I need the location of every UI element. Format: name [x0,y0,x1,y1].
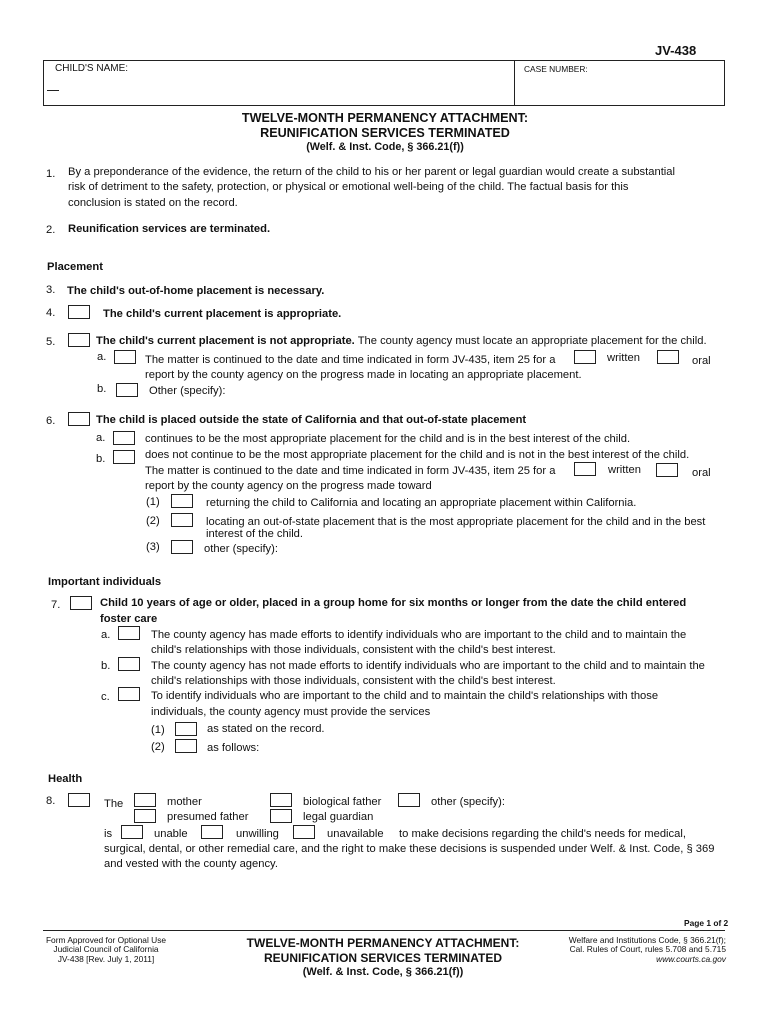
item-8-unable-label: unable [154,828,188,840]
item-6b3-checkbox[interactable] [171,540,193,554]
item-5-checkbox[interactable] [68,333,90,347]
header-divider [514,61,515,105]
item-7-line2: foster care [100,613,158,625]
item-7b-line1: The county agency has not made efforts to identify individuals who are important to the child and to maintain the [151,660,705,672]
case-number-field[interactable] [524,76,720,100]
case-number-label: CASE NUMBER: [524,64,588,74]
item-7c-line2: individuals, the county agency must provide the services [151,706,431,718]
footer-title-line2: REUNIFICATION SERVICES TERMINATED [263,951,502,965]
item-4-text: The child's current placement is appropriate. [103,308,342,320]
item-6-checkbox[interactable] [68,412,90,426]
item-5a-written-checkbox[interactable] [574,350,596,364]
item-6b-letter: b. [96,453,106,465]
name-dash [47,90,59,91]
item-6b1-checkbox[interactable] [171,494,193,508]
footer-left-line3: JV-438 [Rev. July 1, 2011] [57,954,155,964]
item-5a-written-label: written [607,352,640,364]
item-8-unavailable-label: unavailable [327,828,384,840]
item-5a-oral-checkbox[interactable] [657,350,679,364]
item-7a-line1: The county agency has made efforts to identify individuals who are important to the child and to maintain the [151,629,687,641]
item-6b2-number: (2) [146,515,160,527]
health-heading: Health [48,773,83,785]
form-title-line3: (Welf. & Inst. Code, § 366.21(f)) [306,141,464,153]
item-1-line3: conclusion is stated on the record. [68,197,238,209]
important-individuals-heading: Important individuals [48,576,162,588]
item-5a-checkbox[interactable] [114,350,136,364]
item-5b-text: Other (specify): [149,385,226,397]
item-7-number: 7. [51,599,61,611]
item-8-unwilling-checkbox[interactable] [201,825,223,839]
item-6b-written-label: written [608,464,641,476]
form-title-line1: TWELVE-MONTH PERMANENCY ATTACHMENT: [241,111,529,125]
footer-title-line1: TWELVE-MONTH PERMANENCY ATTACHMENT: [246,936,520,950]
item-7c1-number: (1) [151,724,165,736]
item-7c-checkbox[interactable] [118,687,140,701]
item-5a-line1: The matter is continued to the date and time indicated in form JV-435, item 25 for a [145,354,556,366]
item-8-unavailable-checkbox[interactable] [293,825,315,839]
item-2-text: Reunification services are terminated. [68,223,271,235]
item-8-biological-father-label: biological father [303,796,382,808]
item-5a-line2: report by the county agency on the progress made in locating an appropriate placement. [145,369,582,381]
item-8-presumed-father-checkbox[interactable] [134,809,156,823]
item-7c-line1: To identify individuals who are important to the child and to maintain the child's relationships with those [151,690,659,702]
item-6b2-line1: locating an out-of-state placement that is the most appropriate placement for the child and in the best [206,516,706,528]
item-7c-letter: c. [101,691,110,703]
item-7-checkbox[interactable] [70,596,92,610]
item-1-number: 1. [46,168,56,180]
item-6a-checkbox[interactable] [113,431,135,445]
item-8-legal-guardian-checkbox[interactable] [270,809,292,823]
item-6-number: 6. [46,415,56,427]
item-1-line2: risk of detriment to the safety, protection, or physical or emotional well-being of the child. The factual basis for this [68,181,629,193]
placement-heading: Placement [47,261,103,273]
item-6b-line1: does not continue to be the most appropriate placement for the child and is not in the best interest of the child. [145,449,690,461]
item-5-text [96,334,707,348]
item-8-presumed-father-label: presumed father [167,811,249,823]
item-7-line1: Child 10 years of age or older, placed in a group home for six months or longer from the date the child entered [100,597,687,609]
item-1-line1: By a preponderance of the evidence, the return of the child to his or her parent or legal guardian would create a substantial [68,166,675,178]
item-4-number: 4. [46,307,56,319]
item-7b-line2: child's relationships with those individuals, consistent with the child's best interest. [151,675,556,687]
footer-title-line3: (Welf. & Inst. Code, § 366.21(f)) [302,966,464,978]
item-8-number: 8. [46,795,56,807]
item-8-unwilling-label: unwilling [236,828,279,840]
form-id: JV-438 [655,43,697,58]
item-2-number: 2. [46,224,56,236]
item-5a-letter: a. [97,351,107,363]
item-6b3-number: (3) [146,541,160,553]
item-6b-oral-label: oral [692,467,711,479]
item-8-line2: surgical, dental, or other remedial care, and the right to make these decisions is suspended under Welf. & Inst. Code, § 369 [104,843,715,855]
item-6a-letter: a. [96,432,106,444]
item-6-text: The child is placed outside the state of California and that out-of-state placement [96,414,527,426]
item-5-number: 5. [46,336,56,348]
item-7b-letter: b. [101,660,111,672]
footer-right-line2: Cal. Rules of Court, rules 5.708 and 5.715 [569,944,726,954]
item-6b-written-checkbox[interactable] [574,462,596,476]
item-7c2-checkbox[interactable] [175,739,197,753]
childs-name-label: CHILD'S NAME: [55,63,129,74]
item-8-mother-checkbox[interactable] [134,793,156,807]
item-8-legal-guardian-label: legal guardian [303,811,374,823]
item-3-number: 3. [46,284,56,296]
item-8-the: The [104,798,124,810]
item-4-checkbox[interactable] [68,305,90,319]
item-5-rest: The county agency must locate an appropriate placement for the child. [357,335,707,347]
item-3-text: The child's out-of-home placement is necessary. [67,285,325,297]
item-6b2-line2: interest of the child. [206,528,304,540]
item-7a-checkbox[interactable] [118,626,140,640]
item-7a-letter: a. [101,629,111,641]
item-8-other-label: other (specify): [431,796,505,808]
item-5b-checkbox[interactable] [116,383,138,397]
item-5b-letter: b. [97,383,107,395]
item-8-biological-father-checkbox[interactable] [270,793,292,807]
item-6a-text: continues to be the most appropriate placement for the child and is in the best interest of the child. [145,433,631,445]
page-number: Page 1 of 2 [684,918,729,928]
item-8-other-checkbox[interactable] [398,793,420,807]
item-8-is: is [104,828,113,840]
item-6b2-checkbox[interactable] [171,513,193,527]
childs-name-field[interactable] [60,78,460,100]
item-8-line3: and vested with the county agency. [104,858,278,870]
footer-left-line1: Form Approved for Optional Use [45,935,167,945]
item-8-checkbox[interactable] [68,793,90,807]
item-8-unable-checkbox[interactable] [121,825,143,839]
item-6b-oral-checkbox[interactable] [656,463,678,477]
item-6b-line2: The matter is continued to the date and time indicated in form JV-435, item 25 for a [145,465,556,477]
item-6b-checkbox[interactable] [113,450,135,464]
item-6b3-text: other (specify): [204,543,278,555]
footer-rule [43,930,725,931]
item-6b-line3: report by the county agency on the progress made toward [145,480,432,492]
item-6b1-text: returning the child to California and locating an appropriate placement within California. [206,497,637,509]
item-7c2-number: (2) [151,741,165,753]
item-8-line1-rest: to make decisions regarding the child's needs for medical, [399,828,686,840]
footer-left-line2: Judicial Council of California [53,944,159,954]
form-title-line2: REUNIFICATION SERVICES TERMINATED [260,126,510,140]
item-6b1-number: (1) [146,496,160,508]
item-7c1-checkbox[interactable] [175,722,197,736]
footer-court-website-link[interactable]: www.courts.ca.gov [656,954,726,964]
item-7b-checkbox[interactable] [118,657,140,671]
item-7c1-text: as stated on the record. [207,723,325,735]
item-7a-line2: child's relationships with those individuals, consistent with the child's best interest. [151,644,556,656]
footer-right-line1: Welfare and Institutions Code, § 366.21(f); [568,935,726,945]
item-5-bold: The child's current placement is not appropriate. [96,335,355,347]
item-8-mother-label: mother [167,796,202,808]
item-7c2-text: as follows: [207,742,260,754]
item-5a-oral-label: oral [692,355,711,367]
